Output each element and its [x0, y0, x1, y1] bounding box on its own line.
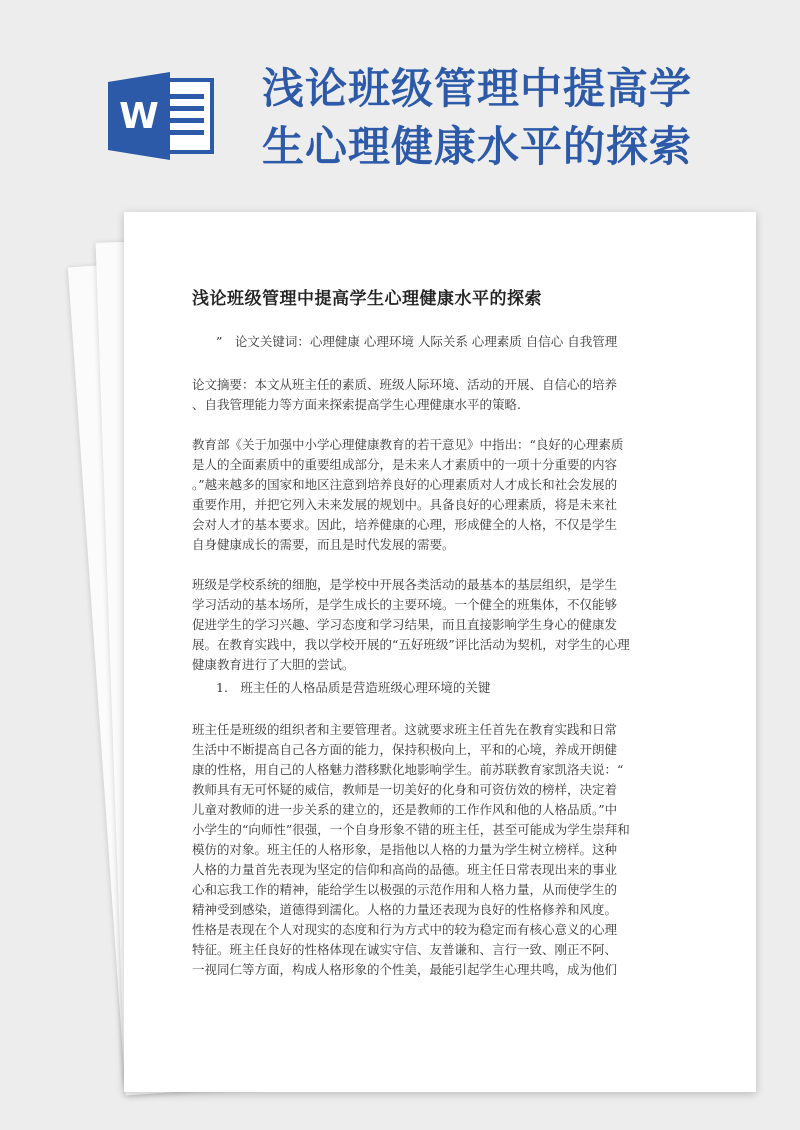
text-line: 小学生的“向师性”很强，一个自身形象不错的班主任，甚至可能成为学生崇拜和 — [192, 822, 630, 837]
text-line: 促进学生的学习兴趣、学习态度和学习结果，而且直接影响学生身心的健康发 — [192, 617, 618, 632]
text-line: 人格的力量首先表现为坚定的信仰和高尚的品德。班主任日常表现出来的事业 — [192, 862, 618, 877]
abstract-paragraph — [192, 375, 692, 415]
text-line: 班主任是班级的组织者和主要管理者。这就要求班主任首先在教育实践和日常 — [192, 722, 618, 737]
text-line: 会对人才的基本要求。因此，培养健康的心理，形成健全的人格，不仅是学生 — [192, 517, 618, 532]
text-line: 生活中不断提高自己各方面的能力，保持积极向上，平和的心境，养成开朗健 — [192, 742, 618, 757]
document-title: 浅论班级管理中提高学生心理健康水平的探索 — [192, 289, 542, 309]
text-line: 模仿的对象。班主任的人格形象，是指他以人格的力量为学生树立榜样。这种 — [192, 842, 618, 857]
hero-title — [262, 60, 782, 176]
text-line: 健康教育进行了大胆的尝试。 — [192, 657, 355, 672]
text-line: 学习活动的基本场所，是学生成长的主要环境。一个健全的班集体，不仅能够 — [192, 597, 618, 612]
text-line: 心和忘我工作的精神，能给学生以极强的示范作用和人格力量，从而使学生的 — [192, 882, 618, 897]
hero-title-line: 浅论班级管理中提高学 — [262, 64, 693, 113]
text-line: 重要作用，并把它列入未来发展的规划中。具备良好的心理素质，将是未来社 — [192, 497, 618, 512]
keywords-line: ” 论文关键词：心理健康 心理环境 人际关系 心理素质 自信心 自我管理 — [216, 334, 618, 349]
text-line: 教育部《关于加强中小学心理健康教育的若干意见》中指出：“良好的心理素质 — [192, 437, 624, 452]
text-line: 精神受到感染，道德得到濡化。人格的力量还表现为良好的性格修养和风度。 — [192, 902, 618, 917]
text-line: 性格是表现在个人对现实的态度和行为方式中的较为稳定而有核心意义的心理 — [192, 922, 618, 937]
intro-paragraph — [192, 435, 692, 555]
text-line: 。”越来越多的国家和地区注意到培养良好的心理素质对人才成长和社会发展的 — [192, 477, 618, 492]
section-heading: 1. 班主任的人格品质是营造班级心理环境的关键 — [216, 680, 491, 695]
text-line: 教师具有无可怀疑的威信，教师是一切美好的化身和可资仿效的榜样，决定着 — [192, 782, 618, 797]
text-line: 展。在教育实践中，我以学校开展的“五好班级”评比活动为契机，对学生的心理 — [192, 637, 630, 652]
teacher-paragraph — [192, 720, 692, 980]
text-line: 一视同仁等方面，构成人格形象的个性美，最能引起学生心理共鸣，成为他们 — [192, 962, 618, 977]
text-line: 论文摘要：本文从班主任的素质、班级人际环境、活动的开展、自信心的培养 — [192, 377, 618, 392]
text-line: 自身健康成长的需要，而且是时代发展的需要。 — [192, 537, 455, 552]
hero-title-line: 生心理健康水平的探索 — [262, 122, 693, 171]
text-line: 儿童对教师的进一步关系的建立的，还是教师的工作作风和他的人格品质。”中 — [192, 802, 618, 817]
word-logo-letter: W — [119, 96, 159, 137]
text-line: 班级是学校系统的细胞，是学校中开展各类活动的最基本的基层组织，是学生 — [192, 577, 618, 592]
word-icon — [108, 72, 216, 160]
text-line: 是人的全面素质中的重要组成部分，是未来人才素质中的一项十分重要的内容 — [192, 457, 618, 472]
document-page — [124, 212, 756, 1092]
text-line: 、自我管理能力等方面来探索提高学生心理健康水平的策略. — [192, 397, 521, 412]
text-line: 特征。班主任良好的性格体现在诚实守信、友普谦和、言行一致、刚正不阿、 — [192, 942, 618, 957]
class-paragraph — [192, 575, 692, 675]
text-line: 康的性格，用自己的人格魅力潜移默化地影响学生。前苏联教育家凯洛夫说：“ — [192, 762, 624, 777]
